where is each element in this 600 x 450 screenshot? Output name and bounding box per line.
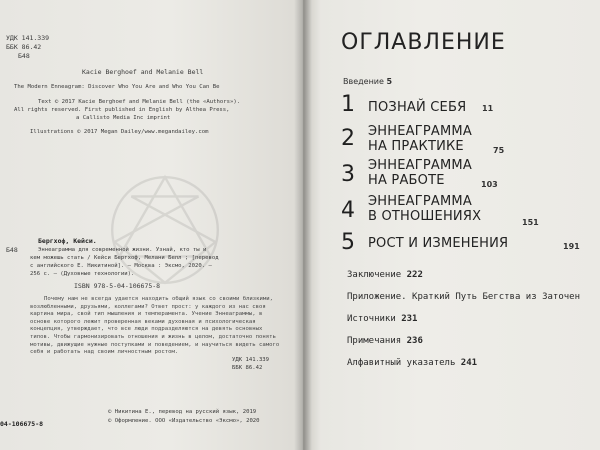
chapter-3-number: 3 [341,162,355,187]
bbk-code-bottom: ББК 86.42 [232,365,263,371]
chapter-3-page: 103 [481,180,498,189]
toc-conclusion [347,270,423,280]
chapter-2-title-line-2: НА ПРАКТИКЕ [368,139,464,154]
design-credit: © Оформление. ООО «Издательство «Эксмо», 2020 [108,418,260,424]
index-page: 241 [460,358,478,368]
author-code-top: Б48 [18,52,30,60]
toc-title: ОГЛАВЛЕНИЕ [341,30,506,55]
illustrations-credit: Illustrations © 2017 Megan Dailey/www.megandailey.com [30,129,209,135]
toc-notes [347,336,423,346]
chapter-3-title-line-1: ЭННЕАГРАММА [368,158,472,173]
imprint: a Callisto Media Inc imprint [76,115,171,121]
author-code-mid: Б48 [6,246,18,254]
chapter-5-number: 5 [341,230,355,255]
toc-index [347,358,477,368]
chapter-1-number: 1 [341,92,355,117]
intro-label: Введение [343,77,384,86]
conclusion-page: 222 [406,270,423,280]
index-label: Алфавитный указатель [347,358,456,368]
right-page [303,0,600,450]
chapter-4-page: 151 [522,218,539,227]
toc-intro [343,77,392,86]
toc-sources [347,314,417,324]
appendix-label: Приложение. Краткий Путь Бегства из Заточен [347,292,580,302]
translation-credit: © Никитина Е., перевод на русский язык, 2019 [108,409,257,415]
rights-reserved: All rights reserved. First published in English by Althea Press, [14,107,230,113]
bbk-code-top: ББК 86.42 [6,43,42,51]
notes-label: Примечания [347,336,402,346]
authors-en: Kacie Berghoef and Melanie Bell [82,68,204,76]
title-en: The Modern Enneagram: Discover Who You Are and Who You Can Be [14,84,220,90]
book-gutter [294,0,312,450]
sources-page: 231 [401,314,418,324]
sources-label: Источники [347,314,396,324]
catalog-line-1: Эннеаграмма для современной жизни. Узнай, кто ты и [38,247,207,253]
chapter-5-title: РОСТ И ИЗМЕНЕНИЯ [368,236,509,251]
chapter-3-title-line-2: НА РАБОТЕ [368,173,445,188]
chapter-2-number: 2 [341,126,355,151]
catalog-line-4: 256 с. – (Духовные технологии). [30,271,135,277]
udk-code-top: УДК 141.339 [6,34,50,42]
chapter-4-number: 4 [341,198,355,223]
isbn-edge: 04-106675-8 [0,420,44,428]
chapter-2-page: 75 [493,146,505,155]
chapter-1-page: 11 [482,104,494,113]
chapter-1-title: ПОЗНАЙ СЕБЯ [368,100,467,115]
book-abstract: Почему нам не всегда удается находить общий язык со своими близкими, возлюбленными, друзьями, коллегами? Ответ прост: у каждого из нас своя картина мира, свой тип мышления и темперамента. Учение Эннеаграммы, в основе которого лежит проверенная веками духовная и психологическая концепция, утверждает, что все люди подразделяются на девять основных типов. Чтобы гармонизировать отношения и жизнь в целом, достаточно понять мотивы, движущие нужные поступками и поведением, и научиться видеть самого себя и работать над своим личностным ростом. [30,296,280,356]
catalog-line-3: с английского Е. Никитиной]. – Москва : Эксмо, 2020. – [30,263,212,269]
copyright-text: Text © 2017 Kacie Berghoef and Melanie Bell (the «Authors»). [38,99,241,105]
chapter-5-page: 191 [563,242,580,251]
chapter-2-title-line-1: ЭННЕАГРАММА [368,124,472,139]
notes-page: 236 [406,336,423,346]
catalog-line-2: кем можешь стать / Кейси Бергхоф, Мелани Белл ; [перевод [30,255,219,261]
udk-code-bottom: УДК 141.339 [232,357,270,363]
isbn-main: ISBN 978-5-04-106675-8 [74,282,161,290]
chapter-4-title-line-2: В ОТНОШЕНИЯХ [368,209,482,224]
intro-page: 5 [386,77,393,86]
conclusion-label: Заключение [347,270,402,280]
author-ru: Бергхоф, Кейси. [38,237,97,245]
toc-appendix [347,292,600,302]
chapter-4-title-line-1: ЭННЕАГРАММА [368,194,472,209]
